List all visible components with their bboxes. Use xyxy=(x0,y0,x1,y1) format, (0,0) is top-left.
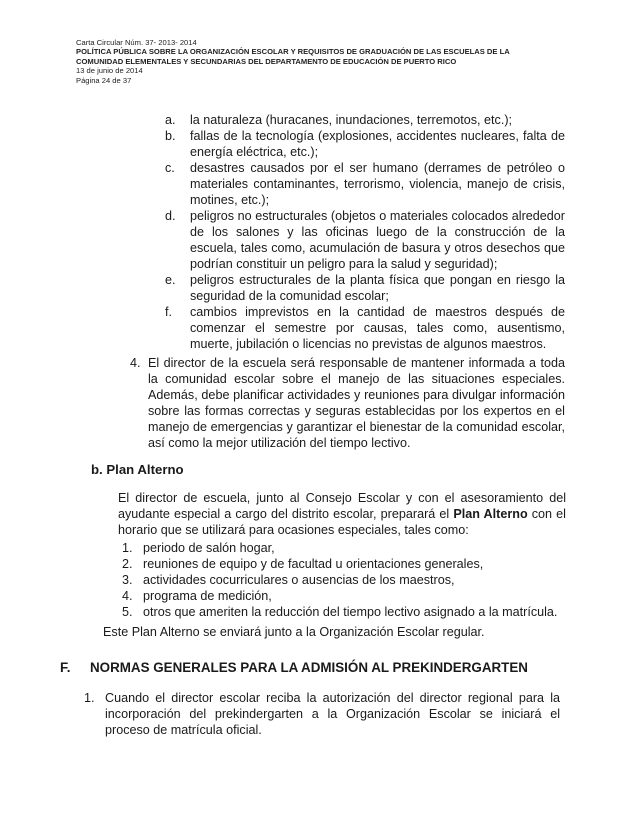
list-marker: a. xyxy=(165,113,176,127)
list-item-text: fallas de la tecnología (explosiones, accidentes nucleares, falta de energía eléctrica, etc.); xyxy=(190,129,565,159)
list-marker: e. xyxy=(165,273,176,287)
list-marker: 4. xyxy=(130,356,141,370)
paragraph-text: Cuando el director escolar reciba la autorización del director regional para la incorporación del prekindergarten a la Organización Escolar se iniciará el proceso de matrícula oficial. xyxy=(105,691,560,737)
paragraph-text: El director de la escuela será responsable de mantener informada a toda la comunidad escolar sobre el manejo de las situaciones especiales. Además, debe planificar actividades y reuniones para divulgar información sobre las formas correctas y seguras establecidas por los expertos en el manejo de emergencias y garantizar el bienestar de la comunidad escolar, así como la mejor utilización del tiempo lectivo. xyxy=(148,356,565,450)
list-item-text: otros que ameriten la reducción del tiempo lectivo asignado a la matrícula. xyxy=(143,604,558,619)
list-item xyxy=(118,605,578,621)
list-item xyxy=(165,128,565,160)
section-title: NORMAS GENERALES PARA LA ADMISIÓN AL PREKINDERGARTEN xyxy=(90,660,528,675)
section-marker: F. xyxy=(60,660,71,675)
section-heading-f xyxy=(60,660,580,675)
section-heading-plan-alterno: b. Plan Alterno xyxy=(91,462,184,477)
intro-text-after: con el horario que se utilizará para ocasiones especiales, tales como: xyxy=(118,507,566,537)
plan-alterno-occasions-list xyxy=(118,541,578,621)
numbered-paragraph-4 xyxy=(130,355,565,451)
list-item-text: programa de medición, xyxy=(143,588,272,603)
special-situations-list xyxy=(165,112,565,352)
list-item xyxy=(165,112,565,128)
list-marker: b. xyxy=(165,129,176,143)
plan-alterno-intro xyxy=(118,490,566,538)
list-item xyxy=(118,589,578,605)
list-marker: d. xyxy=(165,209,176,223)
header-policy-title-line2: COMUNIDAD ELEMENTALES Y SECUNDARIAS DEL DEPARTAMENTO DE EDUCACIÓN DE PUERTO RICO xyxy=(76,56,457,66)
list-item xyxy=(118,541,578,557)
list-item xyxy=(165,304,565,352)
plan-alterno-closing: Este Plan Alterno se enviará junto a la Organización Escolar regular. xyxy=(103,625,485,639)
list-marker: f. xyxy=(165,305,172,319)
list-marker: 3. xyxy=(122,572,133,587)
list-item-text: periodo de salón hogar, xyxy=(143,541,275,555)
header-policy-title-line1: POLÍTICA PÚBLICA SOBRE LA ORGANIZACIÓN ESCOLAR Y REQUISITOS DE GRADUACIÓN DE LAS ESCUELAS DE LA xyxy=(76,47,510,57)
header-date: 13 de junio de 2014 xyxy=(76,66,143,76)
section-f-item-1 xyxy=(84,690,560,738)
header-page-number: Página 24 de 37 xyxy=(76,75,132,85)
list-marker: c. xyxy=(165,161,175,175)
list-item-text: reuniones de equipo y de facultad u orientaciones generales, xyxy=(143,556,484,571)
list-marker: 1. xyxy=(84,691,95,705)
document-header xyxy=(76,38,596,85)
list-item xyxy=(118,573,578,589)
list-item-text: desastres causados por el ser humano (derrames de petróleo o materiales contaminantes, terrorismo, violencia, manejo de crisis, motines, etc.); xyxy=(190,161,565,207)
list-item xyxy=(165,272,565,304)
list-item xyxy=(165,208,565,272)
intro-bold-term: Plan Alterno xyxy=(453,507,528,521)
list-marker: 2. xyxy=(122,556,133,571)
list-item-text: peligros estructurales de la planta física que pongan en riesgo la seguridad de la comunidad escolar; xyxy=(190,273,565,303)
list-item xyxy=(165,160,565,208)
list-item-text: peligros no estructurales (objetos o materiales colocados alrededor de los salones y las oficinas luego de la construcción de la escuela, tales como, acumulación de basura y otros desechos que podrían constituir un peligro para la salud y seguridad); xyxy=(190,209,565,271)
list-item xyxy=(118,557,578,573)
list-item-text: actividades cocurriculares o ausencias de los maestros, xyxy=(143,572,455,587)
header-circular-number: Carta Circular Núm. 37- 2013- 2014 xyxy=(76,38,197,47)
list-marker: 5. xyxy=(122,604,133,619)
list-marker: 1. xyxy=(122,541,133,555)
list-item-text: la naturaleza (huracanes, inundaciones, terremotos, etc.); xyxy=(190,113,513,127)
list-item-text: cambios imprevistos en la cantidad de maestros después de comenzar el semestre por causas, tales como, ausentismo, muerte, jubilación o licencias no previstas de algunos maestros. xyxy=(190,305,565,351)
list-marker: 4. xyxy=(122,588,133,603)
intro-text-before: El director de escuela, junto al Consejo Escolar y con el asesoramiento del ayudante especial a cargo del distrito escolar, preparará el xyxy=(118,491,566,521)
